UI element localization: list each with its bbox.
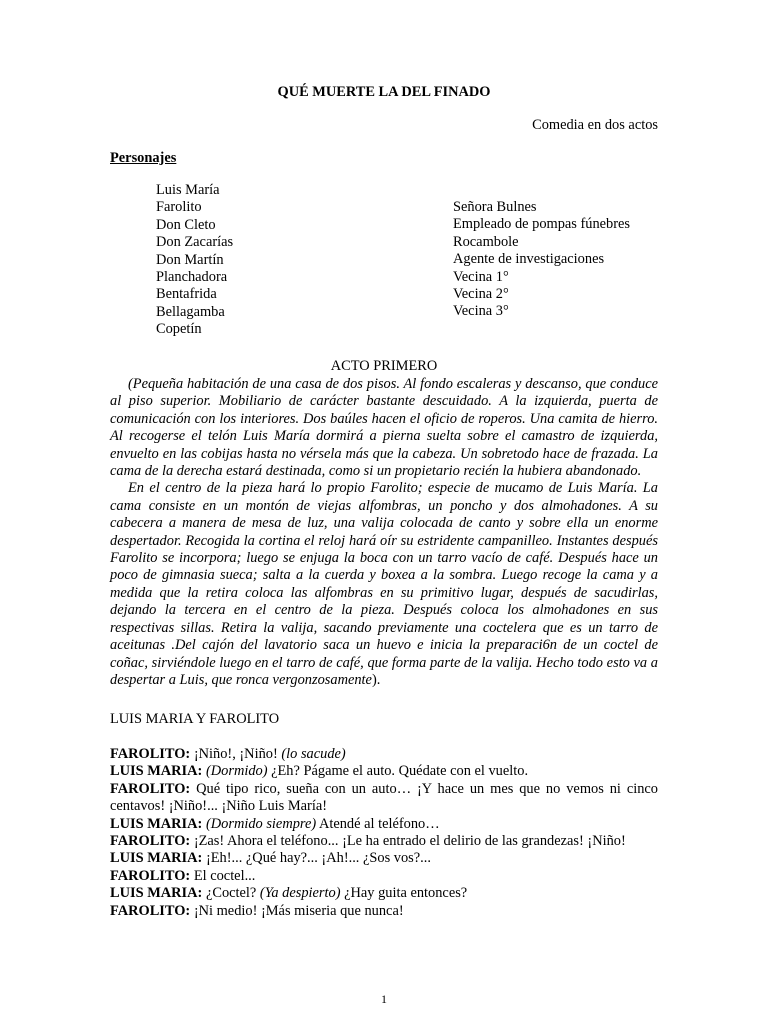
act-title: ACTO PRIMERO (330, 358, 438, 374)
dialogue-line (110, 868, 658, 885)
cast-list-right (453, 199, 630, 321)
cast-heading: Personajes (110, 150, 177, 166)
dialogue-line (110, 885, 658, 902)
speech: ¿Eh? Págame el auto. Quédate con el vuelto. (267, 763, 529, 780)
cast-member: Agente de investigaciones (453, 251, 605, 268)
speaker: LUIS MARIA: (110, 885, 203, 902)
speech: ¡Eh!... ¿Qué hay?... ¡Ah!... ¿Sos vos?... (202, 850, 431, 867)
speaker: LUIS MARIA: (110, 815, 203, 832)
cast-member: Don Zacarías (156, 234, 234, 251)
dialogue-line (110, 816, 658, 833)
cast-member: Empleado de pompas fúnebres (453, 216, 631, 233)
dialogue-line (110, 833, 658, 850)
cast-member: Planchadora (156, 268, 228, 285)
dialogue-line (110, 746, 658, 763)
speaker: LUIS MARIA: (110, 850, 203, 867)
stage-direction-paragraph: (Pequeña habitación de una casa de dos pisos. Al fondo escaleras y descanso, que conduce al piso superior. Mobiliario de carácter bastante descuidado. A la izquierda, puerta de comunicación con los interiores. Dos baúles hacen el oficio de roperos. Una camita de hierro. Al recogerse el telón Luis María dormirá a pierna suelta sobre el camastro de izquierda, envuelto en las cobijas hasta no vérsela más que la cabeza. Un sobretodo hace de frazada. La cama de la derecha estará destinada, como si un propietario recién la hubiera abandonado. (110, 376, 658, 480)
direction: (Dormido siempre) (205, 815, 317, 832)
speech: ¿Hay guita entonces? (340, 885, 468, 902)
cast-member: Luis María (156, 182, 220, 198)
speaker: FAROLITO: (110, 780, 191, 797)
speech: Atendé al teléfono… (316, 815, 440, 832)
speech: El coctel... (190, 867, 256, 884)
cast-member: Señora Bulnes (453, 199, 537, 215)
cast-member: Bellagamba (156, 303, 225, 320)
speech: ¡Ni medio! ¡Más miseria que nunca! (190, 902, 404, 919)
cast-member: Vecina 3° (453, 303, 509, 320)
play-subtitle: Comedia en dos actos (532, 117, 658, 133)
dialogue-line (110, 763, 658, 780)
speaker: LUIS MARIA: (110, 763, 203, 780)
speaker: FAROLITO: (110, 746, 191, 762)
cast-member: Rocambole (453, 233, 519, 250)
direction: (Ya despierto) (259, 885, 341, 902)
direction: (Dormido) (205, 763, 268, 780)
stage-direction-close: ). (371, 671, 381, 688)
speech: ¡Zas! Ahora el teléfono... ¡Le ha entrado el delirio de las grandezas! ¡Niño! (190, 833, 626, 850)
scene-title: LUIS MARIA Y FAROLITO (110, 711, 280, 727)
cast-member: Copetín (156, 321, 202, 338)
cast-member: Farolito (156, 199, 202, 216)
dialogue-line (110, 903, 658, 920)
direction: (lo sacude) (281, 746, 346, 762)
cast-member: Vecina 2° (453, 285, 509, 302)
play-title: QUÉ MUERTE LA DEL FINADO (277, 84, 491, 100)
speaker: FAROLITO: (110, 902, 191, 919)
stage-direction-paragraph (110, 480, 658, 689)
cast-member: Don Martín (156, 251, 224, 268)
dialogue (110, 746, 658, 920)
stage-directions (110, 376, 658, 689)
speech: ¡Niño!, ¡Niño! (190, 746, 282, 762)
page-number: 1 (381, 992, 387, 1006)
dialogue-line (110, 781, 658, 816)
cast-member: Vecina 1° (453, 268, 509, 285)
dialogue-line (110, 850, 658, 867)
cast-member: Don Cleto (156, 216, 216, 233)
speech: ¿Coctel? (202, 885, 260, 902)
cast-list-left (156, 182, 233, 339)
cast-member: Bentafrida (156, 286, 217, 303)
stage-direction-text: En el centro de la pieza hará lo propio Farolito; especie de mucamo de Luis María. La cama consiste en un montón de viejas alfombras, un poncho y dos almohadones. A su cabecera a manera de mesa de luz, una valija colocada de canto y sobre ella un enorme despertador. Recogida la cortina el reloj hará oír su estridente campanilleo. Instantes después Farolito se incorpora; luego se enjuga la boca con un tarro vacío de café. Después hace un poco de gimnasia sueca; salta a la cuerda y boxea a la sombra. Luego recoge la cama y a medida que la retira coloca las alfombras en su primitivo lugar, después de sacudirlas, dejando la tercera en el centro de la pieza. Después coloca los almohadones en sus respectivas sillas. Retira la valija, sacando previamente una coctelera que es un tarro de aceitunas .Del cajón del lavatorio saca un huevo e inicia la preparaci6n de un coctel de coñac, sirviéndole luego en el tarro de café, que forma parte de la valija. Hecho todo esto va a despertar a Luis, que ronca vergonzosamente (110, 480, 658, 688)
speech: Qué tipo rico, sueña con un auto… ¡Y hace un mes que no vemos ni cinco centavos! ¡Niño!... ¡Niño Luis María! (110, 780, 658, 815)
speaker: FAROLITO: (110, 867, 191, 884)
speaker: FAROLITO: (110, 833, 191, 850)
